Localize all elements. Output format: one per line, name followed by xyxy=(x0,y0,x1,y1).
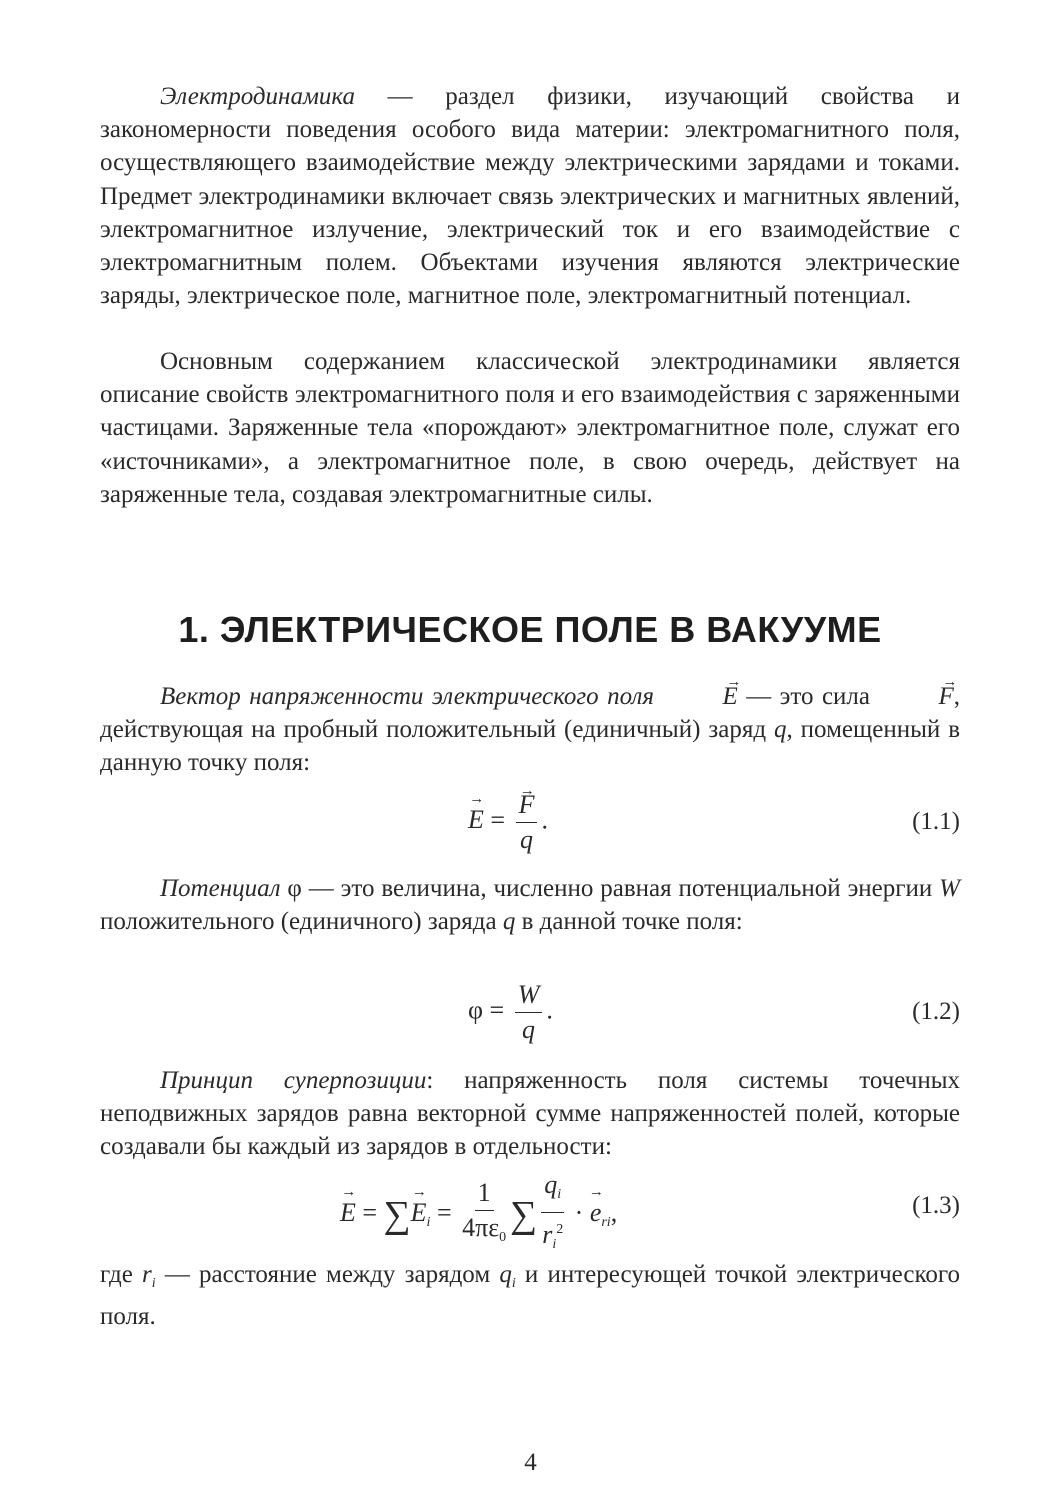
eq3-ri-sub: i xyxy=(552,1237,557,1252)
eq3-fraction-2 xyxy=(541,1170,564,1260)
term-superposition: Принцип суперпозиции xyxy=(160,1067,427,1094)
section-title: 1. ЭЛЕКТРИЧЕСКОЕ ПОЛЕ В ВАКУУМЕ xyxy=(178,609,882,650)
symbol-F-vector: → F xyxy=(878,680,953,713)
where-r-sub: i xyxy=(151,1276,156,1291)
eq3-num1: 1 xyxy=(475,1178,494,1211)
eq2-number: (1.2) xyxy=(912,998,960,1025)
eq3-Ei-sub: i xyxy=(426,1214,431,1230)
where-text-1: где xyxy=(100,1261,143,1288)
superposition-paragraph xyxy=(100,1064,960,1164)
term-field-vector: Вектор напряженности электрического поля xyxy=(160,683,654,710)
eq1-numerator: → F xyxy=(519,790,535,820)
page-number: 4 xyxy=(524,1449,537,1476)
intro-paragraph-2: Основным содержанием классической электродинамики является описание свойств электромагнитного поля и его взаимодействия с заряженными частицами. Заряженные тела «порождают» электромагнитное поле, служат его «источниками», а электромагнитное поле, в свою очередь, действует на заряженные тела, создавая электромагнитные силы. xyxy=(100,348,960,508)
def-potential-text-2: положительного (единичного) заряда xyxy=(100,908,503,936)
definition-field-paragraph xyxy=(100,680,960,780)
eq3-op1: = xyxy=(355,1197,384,1227)
eq3-den1-sub: 0 xyxy=(499,1229,507,1245)
where-q-sub: i xyxy=(511,1276,516,1291)
symbol-q-2: q xyxy=(502,908,516,936)
term-potential: Потенциал xyxy=(160,875,281,902)
eq3-unit-sub: ri xyxy=(601,1214,611,1230)
eq2-lhs: φ xyxy=(468,995,484,1025)
eq3-qi-sub: i xyxy=(557,1187,562,1202)
where-text-2: — расстояние между зарядом xyxy=(155,1261,500,1288)
intro-text-1: — раздел физики, изучающий свойства и закономерности поведения особого вида материи: электромагнитного поля, осуществляющего взаимодействие между электрическими зарядами и токами. Предмет электродинамики включает связь электрических и магнитных явлений, электромагнитное излучение, электрический ток и его взаимодействие с электромагнитным полем. Объектами изучения являются электрические заряды, электрическое поле, магнитное поле, электромагнитный потенциал. xyxy=(100,83,960,310)
where-text-3: и интересующей точкой электрического поля. xyxy=(100,1261,961,1331)
eq3-dot: · xyxy=(568,1197,590,1227)
eq3-den2-wrap xyxy=(542,1213,563,1260)
eq3-lhs: → E xyxy=(340,1198,356,1228)
where-symbol-r: r xyxy=(142,1261,152,1288)
superposition-text: : напряженность поля системы точечных неподвижных зарядов равна векторной сумме напряженностей полей, которые создавали бы каждый из зарядов в отдельности: xyxy=(100,1067,960,1161)
eq3-end: , xyxy=(610,1197,618,1227)
def-potential-text-3: в данной точке поля: xyxy=(515,908,743,936)
eq2-op: = xyxy=(483,995,511,1025)
symbol-phi: φ xyxy=(280,875,302,902)
symbol-E-vector: → E xyxy=(662,680,737,713)
def-field-text-2: , действующая на пробный положительный (единичный) заряд xyxy=(100,683,960,744)
eq2-denominator: q xyxy=(522,1015,536,1044)
eq2-end: . xyxy=(546,995,553,1025)
def-potential-text-1: — это величина, численно равная потенциальной энергии xyxy=(301,875,940,902)
eq3-op2: = xyxy=(430,1197,459,1227)
definition-potential-paragraph xyxy=(100,872,960,938)
eq3-den1-wrap xyxy=(462,1211,506,1253)
eq1-number: (1.1) xyxy=(912,808,960,835)
eq3-num2-wrap xyxy=(541,1170,564,1213)
eq2-fraction xyxy=(515,980,543,1045)
eq3-number: (1.3) xyxy=(912,1192,960,1219)
eq3-sum-1: ∑ xyxy=(383,1193,411,1236)
eq2-numerator: W xyxy=(515,980,543,1013)
eq3-ri-sup: 2 xyxy=(556,1222,564,1237)
eq3-qi: q xyxy=(544,1170,558,1199)
eq1-fraction xyxy=(516,790,538,855)
eq3-fraction-1 xyxy=(462,1178,506,1253)
eq3-sum-2: ∑ xyxy=(510,1193,538,1236)
symbol-q: q xyxy=(773,716,787,744)
intro-paragraph-1 xyxy=(100,80,960,312)
where-symbol-q: q xyxy=(499,1261,512,1288)
eq1-lhs: → E xyxy=(468,805,484,835)
def-field-text-3: , помещенный в данную точку поля: xyxy=(100,716,960,777)
eq1-end: . xyxy=(541,805,548,835)
eq3-ri: r xyxy=(542,1220,553,1249)
symbol-W: W xyxy=(939,875,960,902)
eq3-den1: 4πε xyxy=(462,1212,500,1242)
def-field-text-1: — это сила xyxy=(737,683,879,710)
eq1-denominator: q xyxy=(520,825,533,854)
term-electrodynamics: Электродинамика xyxy=(160,83,355,110)
eq3-unit-vector: → e xyxy=(590,1198,602,1228)
eq1-op: = xyxy=(483,805,512,835)
eq3-Ei: → E xyxy=(411,1198,427,1228)
where-paragraph xyxy=(100,1258,960,1333)
